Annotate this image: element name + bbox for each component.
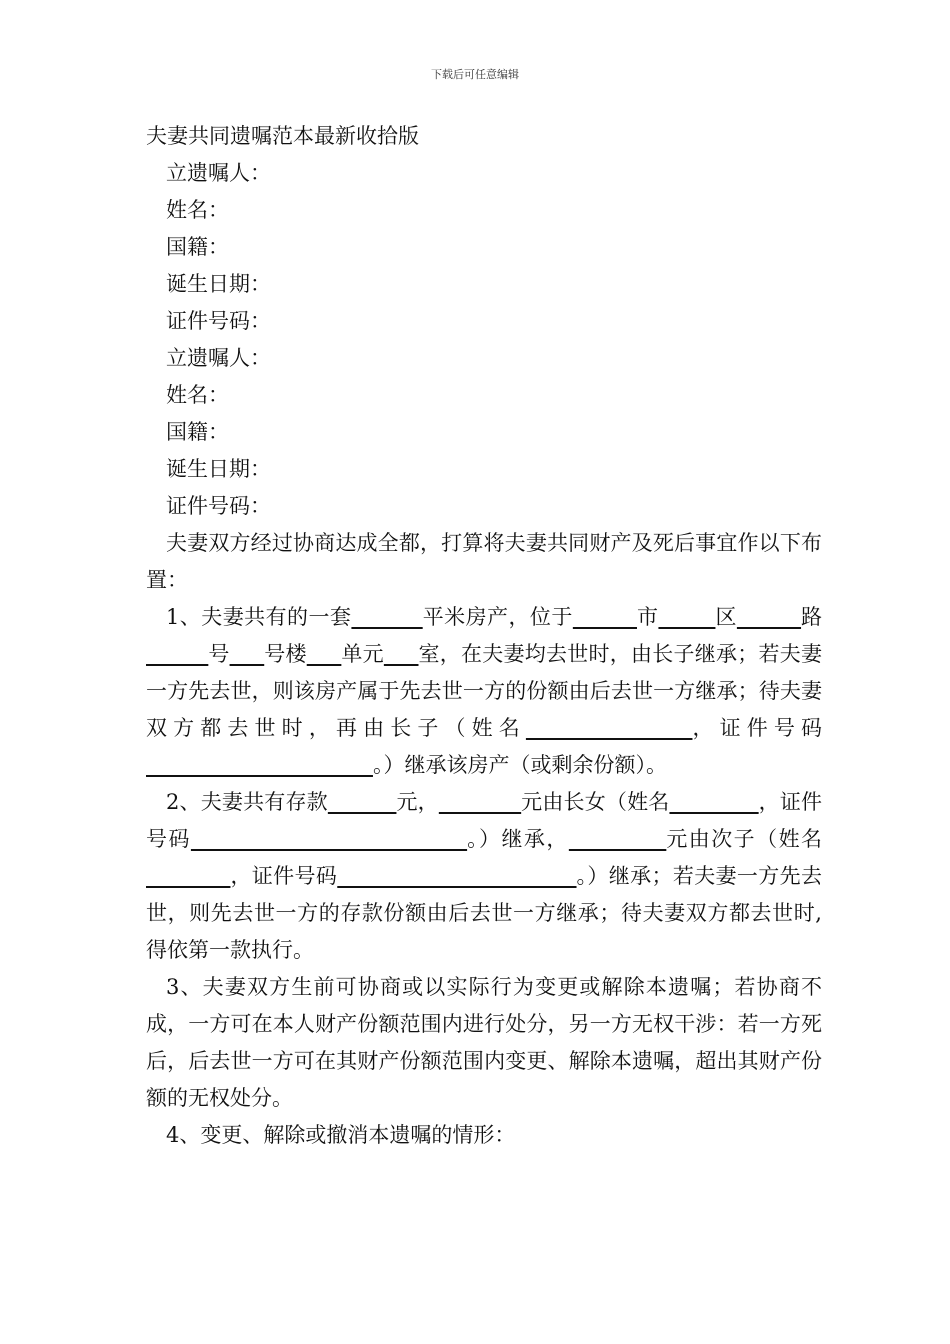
clause-1-text: 单元 xyxy=(341,642,384,666)
clause-1-text: 室，在夫妻均去世时，由长子继承；若夫妻一方先去世，则该房产属于先去世一方的份额由后去世一方继承；待夫妻双方都去世时，再由长子（姓名 xyxy=(146,642,822,740)
clause-2-text: 2、夫妻共有存款 xyxy=(166,790,328,814)
clause-2-paragraph xyxy=(146,784,822,969)
intro-paragraph: 夫妻双方经过协商达成全都，打算将夫妻共同财产及死后事宜作以下布置： xyxy=(146,531,822,592)
blank-line xyxy=(669,790,758,814)
clause-2-text: 元由次子（姓名 xyxy=(666,827,823,851)
field-testator-1: 立遗嘱人： xyxy=(166,161,271,185)
blank-line xyxy=(191,827,467,851)
blank-line xyxy=(439,790,521,814)
blank-line xyxy=(351,605,422,629)
field-id-number-1: 证件号码： xyxy=(166,309,271,333)
clause-1-text: 1、夫妻共有的一套 xyxy=(166,605,352,629)
field-testator-2: 立遗嘱人： xyxy=(166,346,271,370)
clause-2-text: ，证件号码 xyxy=(230,864,338,888)
clause-1-text: 市 xyxy=(636,605,659,629)
clause-4-paragraph: 4、变更、解除或撤消本遗嘱的情形： xyxy=(166,1123,516,1147)
clause-3-paragraph: 3、夫妻双方生前可协商或以实际行为变更或解除本遗嘱；若协商不成，一方可在本人财产份额范围内进行处分，另一方无权干涉：若一方死后，后去世一方可在其财产份额范围内变更、解除本遗嘱，超出其财产份额的无权处分。 xyxy=(146,975,822,1110)
clause-1-text: 号楼 xyxy=(264,642,307,666)
clause-1-text: 区 xyxy=(715,605,737,629)
field-birthdate-2: 诞生日期： xyxy=(166,457,271,481)
field-id-number-2: 证件号码： xyxy=(166,494,271,518)
field-nationality-1: 国籍： xyxy=(166,235,229,259)
page-header-note: 下载后可任意编辑 xyxy=(431,68,519,81)
clause-2-text: 。）继承；若夫妻一方先去世，则先去世一方的存款份额由后去世一方继承；待夫妻双方都去世时,得依第一款执行。 xyxy=(146,864,823,962)
blank-line xyxy=(337,864,576,888)
field-nationality-2: 国籍： xyxy=(166,420,229,444)
clause-2-text: ，证件号码 xyxy=(146,790,823,851)
blank-line xyxy=(526,716,693,740)
blank-line xyxy=(307,642,342,666)
clause-1-text: 路 xyxy=(801,605,823,629)
field-name-1: 姓名： xyxy=(166,198,229,222)
clause-1-text: 号 xyxy=(208,642,230,666)
clause-2-text: 元由长女（姓名 xyxy=(521,790,670,814)
clause-2-text: 元， xyxy=(396,790,439,814)
blank-line xyxy=(384,642,419,666)
blank-line xyxy=(573,605,637,629)
blank-line xyxy=(328,790,397,814)
blank-line xyxy=(146,753,373,777)
blank-line xyxy=(658,605,715,629)
clause-1-text: 。）继承该房产（或剩余份额）。 xyxy=(372,753,667,777)
document-body xyxy=(146,118,822,1154)
blank-line xyxy=(146,864,230,888)
blank-line xyxy=(569,827,666,851)
blank-line xyxy=(146,642,208,666)
clause-1-paragraph xyxy=(146,599,822,784)
clause-1-text: ，证件号码 xyxy=(692,716,823,740)
field-name-2: 姓名： xyxy=(166,383,229,407)
document-title: 夫妻共同遗嘱范本最新收拾版 xyxy=(146,124,419,148)
blank-line xyxy=(737,605,801,629)
clause-2-text: 。）继承， xyxy=(467,827,569,851)
field-birthdate-1: 诞生日期： xyxy=(166,272,271,296)
blank-line xyxy=(230,642,265,666)
clause-1-text: 平米房产，位于 xyxy=(422,605,573,629)
